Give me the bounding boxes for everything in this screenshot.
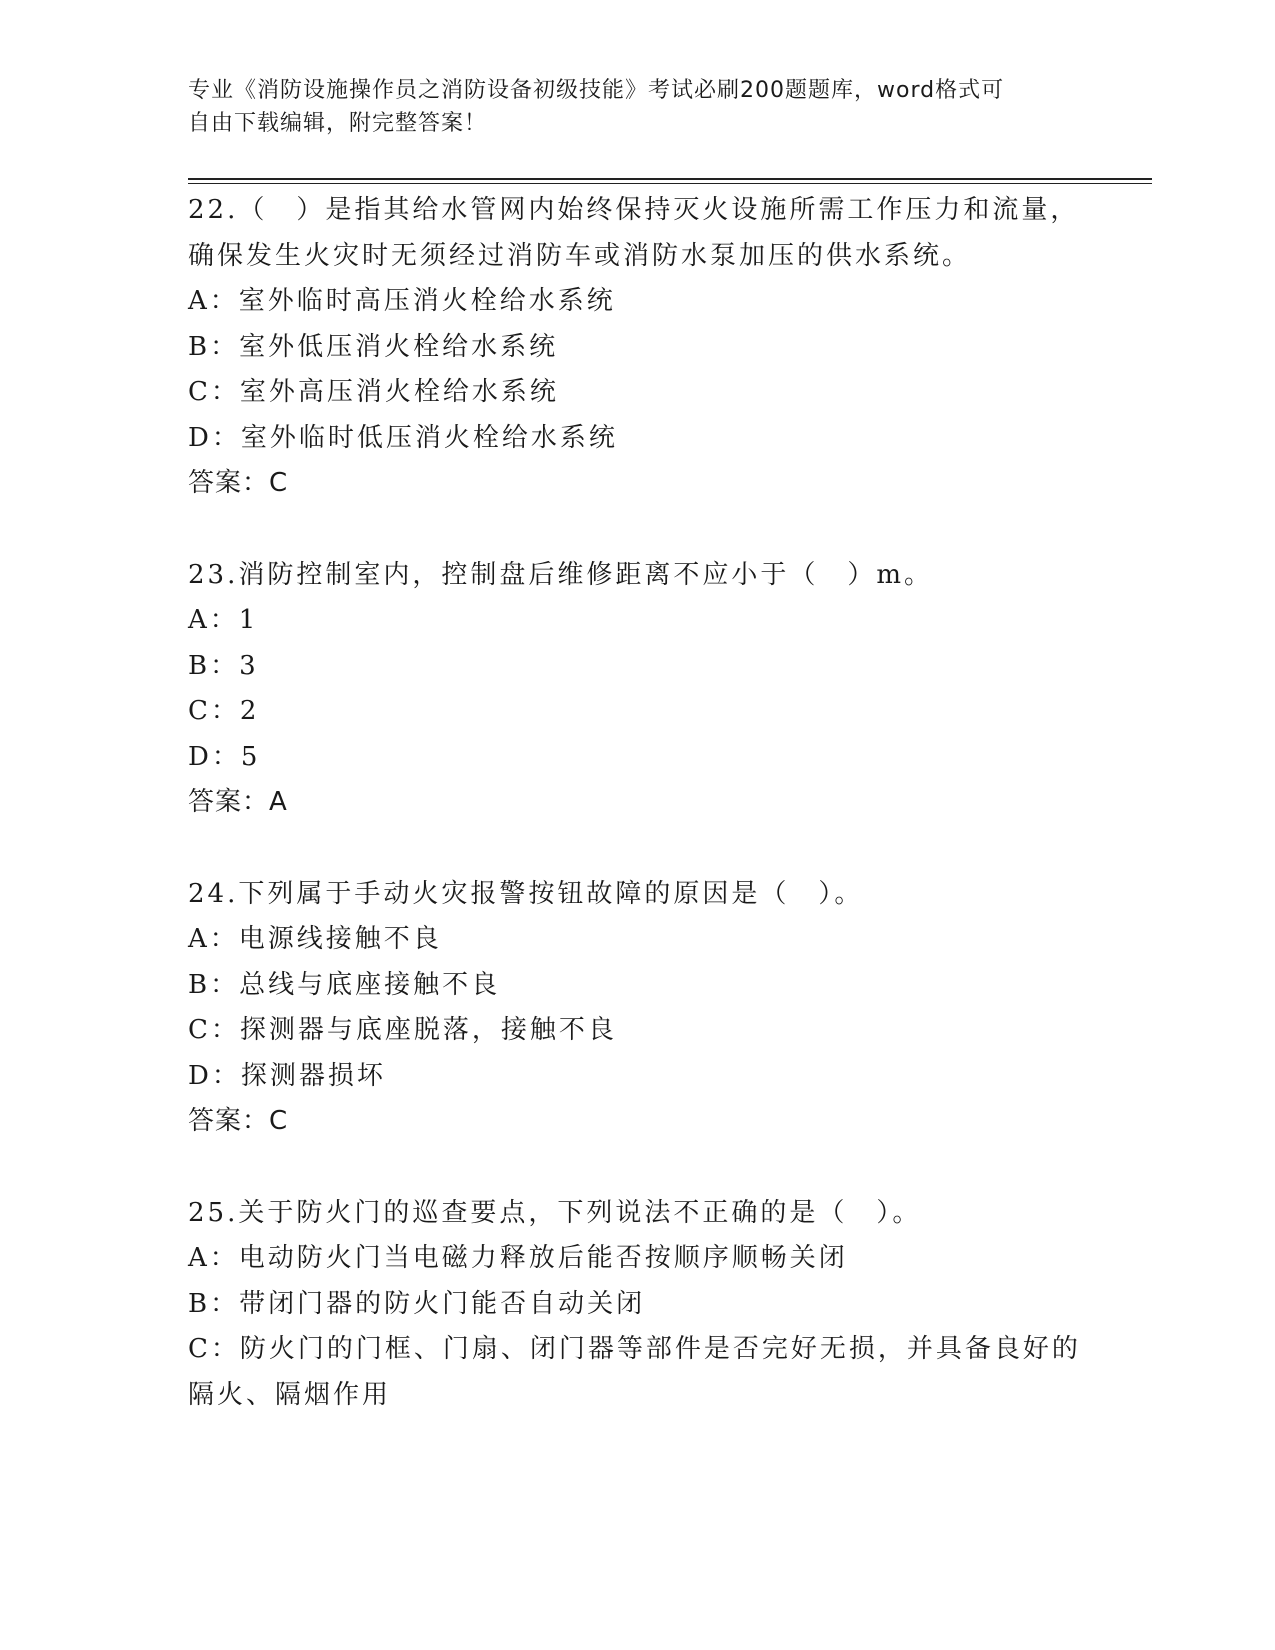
answer-label: 答案：C [188, 468, 289, 498]
question-22 [188, 188, 1088, 507]
question-stem: 22.（ ）是指其给水管网内始终保持灭火设施所需工作压力和流量， [188, 195, 1080, 225]
option-c: C：防火门的门框、门扇、闭门器等部件是否完好无损，并具备良好的 [188, 1334, 1081, 1364]
option-b: B：室外低压消火栓给水系统 [188, 331, 559, 362]
option-a: A：电源线接触不良 [188, 924, 442, 954]
document-header [188, 74, 1088, 140]
answer-label: 答案：A [188, 787, 288, 817]
header-divider-thin [188, 183, 1152, 184]
option-b: B：总线与底座接触不良 [188, 969, 501, 1000]
option-a: A：1 [188, 605, 259, 635]
option-a: A：电动防火门当电磁力释放后能否按顺序顺畅关闭 [188, 1243, 848, 1273]
option-b: B：3 [188, 650, 259, 681]
option-c: C：室外高压消火栓给水系统 [188, 377, 559, 407]
option-d: D：探测器损坏 [188, 1060, 386, 1091]
option-b: B：带闭门器的防火门能否自动关闭 [188, 1288, 646, 1319]
question-stem-continued: 确保发生火灾时无须经过消防车或消防水泵加压的供水系统。 [188, 240, 972, 271]
header-line-1: 专业《消防设施操作员之消防设备初级技能》考试必刷200题题库，word格式可 [188, 78, 1005, 103]
question-stem: 24.下列属于手动火灾报警按钮故障的原因是（ ）。 [188, 878, 864, 909]
option-c: C：探测器与底座脱落，接触不良 [188, 1015, 617, 1045]
option-d: D：室外临时低压消火栓给水系统 [188, 422, 618, 453]
header-line-2: 自由下载编辑，附完整答案！ [188, 111, 488, 136]
option-d: D：5 [188, 741, 261, 772]
answer-label: 答案：C [188, 1106, 289, 1136]
option-c: C：2 [188, 696, 260, 726]
question-list [188, 188, 1088, 1464]
question-24 [188, 872, 1088, 1145]
question-25 [188, 1191, 1088, 1419]
option-a: A：室外临时高压消火栓给水系统 [188, 286, 616, 316]
question-stem: 23.消防控制室内，控制盘后维修距离不应小于（ ）m。 [188, 559, 934, 590]
option-c-continued: 隔火、隔烟作用 [188, 1379, 392, 1410]
header-divider-thick [188, 178, 1152, 180]
question-stem: 25.关于防火门的巡查要点，下列说法不正确的是（ ）。 [188, 1197, 922, 1228]
question-23 [188, 553, 1088, 826]
